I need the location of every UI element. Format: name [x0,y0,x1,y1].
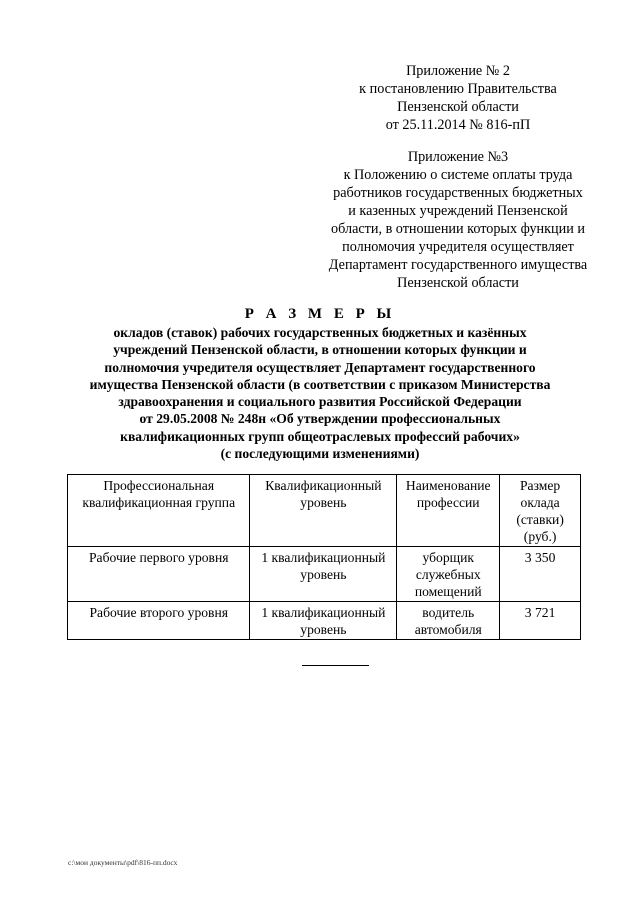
table-row [68,602,581,640]
cell-level: 1 квалификационный уровень [250,547,397,602]
heading-line: от 29.05.2008 № 248н «Об утверждении профессиональных [139,411,501,427]
header-profession: Наименование профессии [397,475,500,547]
table-header-row [68,475,581,547]
cell-group: Рабочие первого уровня [68,547,250,602]
heading-line: (с последующими изменениями) [220,446,420,462]
table-row [68,547,581,602]
annex-line: Приложение № 2 [406,63,510,79]
heading-line: полномочия учредителя осуществляет Департамент государственного [104,359,536,375]
annex-line: к постановлению Правительства [359,81,557,97]
cell-group: Рабочие второго уровня [68,602,250,640]
header-qualification-group: Профессиональная квалификационная группа [68,475,250,547]
closing-rule [302,665,369,666]
heading-subtitle [40,324,600,462]
annex-line: к Положению о системе оплаты труда [343,167,573,183]
annex-line: от 25.11.2014 № 816-пП [385,117,531,133]
header-salary: Размер оклада (ставки) (руб.) [500,475,581,547]
heading-title: Р А З М Е Р Ы [244,306,396,322]
heading-line: учреждений Пензенской области, в отношении которых функции и [113,342,527,358]
file-path-footer: c:\мои документы\pdf\816-пп.docx [68,858,178,867]
header-qualification-level: Квалификационный уровень [250,475,397,547]
cell-profession: уборщик служебных помещений [397,547,500,602]
annex-line: и казенных учреждений Пензенской [348,203,568,219]
annex-line: Пензенской области [397,275,519,291]
annex-line: полномочия учредителя осуществляет [342,239,574,255]
cell-salary: 3 721 [500,602,581,640]
heading-line: окладов (ставок) рабочих государственных бюджетных и казённых [113,325,527,340]
annex-2-header [322,62,594,134]
heading-line: квалификационных групп общеотраслевых профессий рабочих» [120,428,520,444]
annex-line: Пензенской области [397,99,519,115]
annex-3-header [302,148,614,292]
annex-line: области, в отношении которых функции и [331,221,585,237]
annex-line: Департамент государственного имущества [328,257,588,273]
heading-line: имущества Пензенской области (в соответствии с приказом Министерства [89,376,551,392]
cell-level: 1 квалификационный уровень [250,602,397,640]
annex-line: Приложение №3 [407,149,509,165]
heading-line: здравоохранения и социального развития Российской Федерации [118,394,522,410]
salary-table [67,474,581,640]
cell-profession: водитель автомобиля [397,602,500,640]
annex-line: работников государственных бюджетных [333,185,583,201]
document-heading [40,305,600,462]
cell-salary: 3 350 [500,547,581,602]
